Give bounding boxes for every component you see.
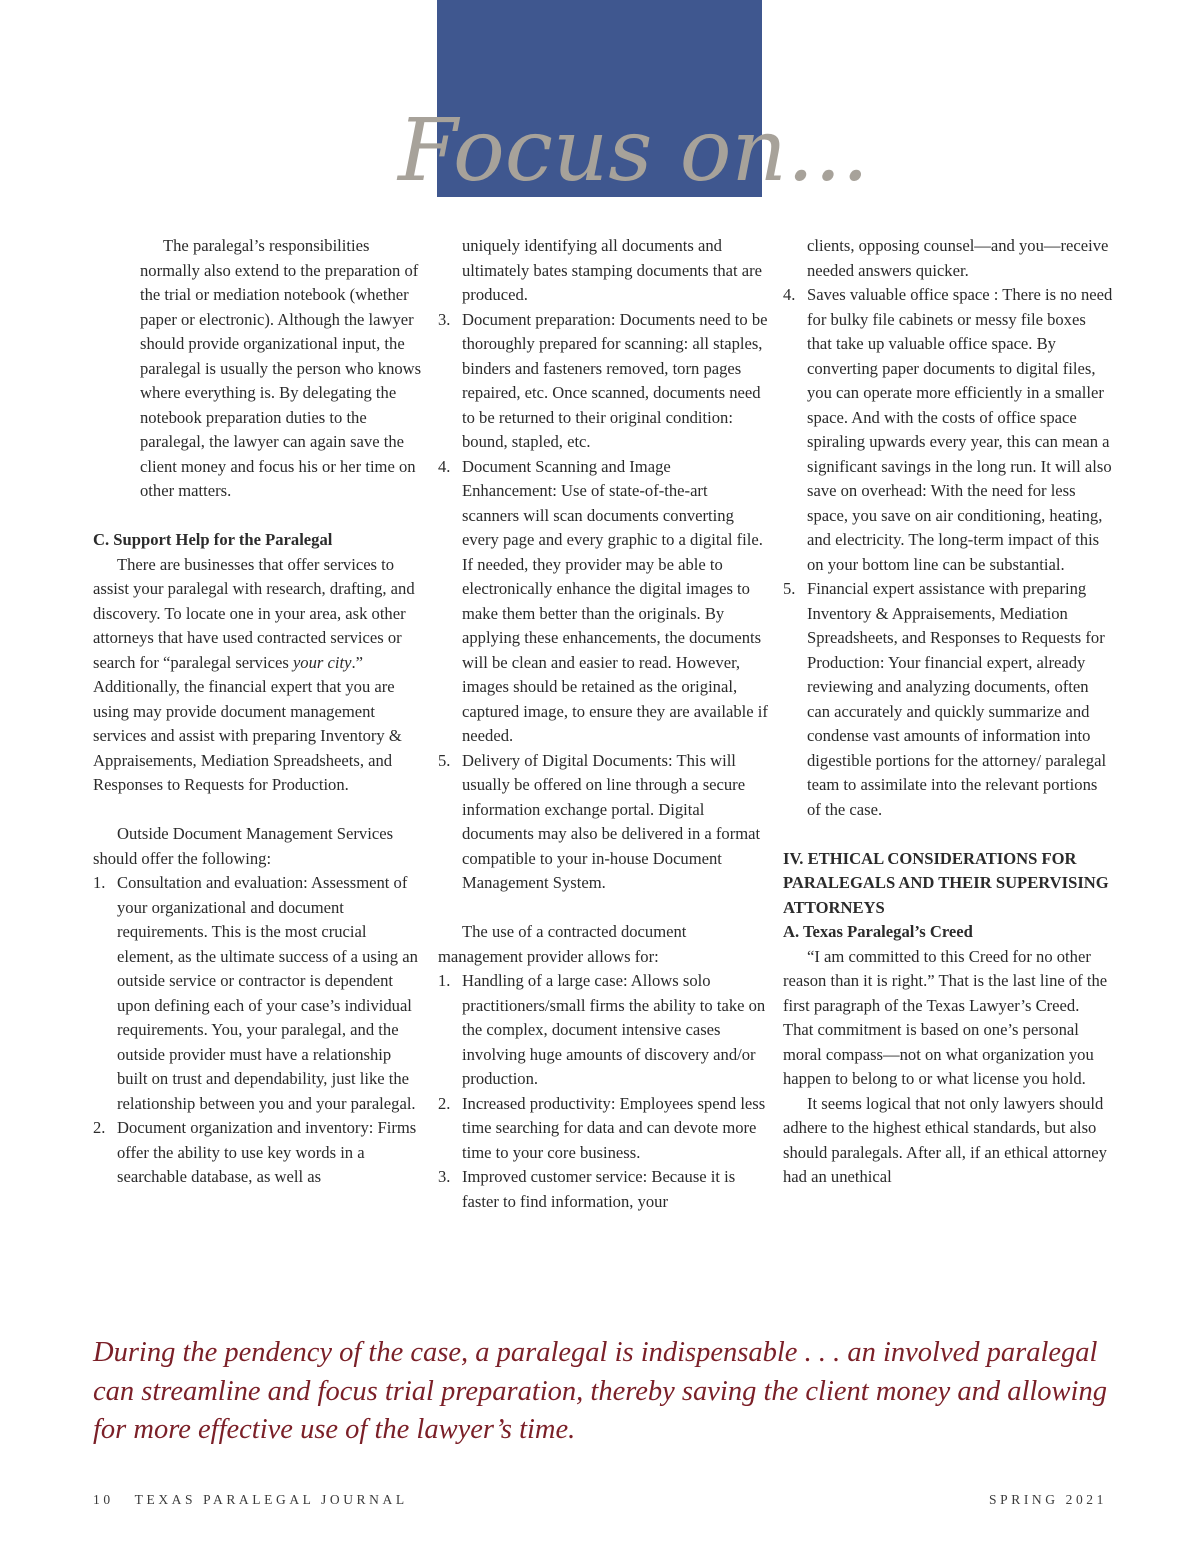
list-item-text: Financial expert assistance with preparing Inventory & Appraisements, Mediation Spreadsheets, and Responses to Requests for Production: Your financial expert, already reviewing and analyzing documents, often can accurately and quickly summarize and condense vast amounts of information into digestible portions for the attorney/ paralegal team to assimilate into the relevant portions of the case.: [807, 579, 1107, 819]
page-number: 10: [93, 1492, 114, 1507]
list-item-text: Document preparation: Documents need to be thoroughly prepared for scanning: all staples, binders and fasteners removed, torn pages repaired, etc. Once scanned, documents need to be returned to their original condition: bound, stapled, etc.: [462, 309, 768, 451]
benefits-list-continued: [783, 283, 1113, 822]
list-number: 4.: [438, 456, 451, 476]
article-column-3: [783, 234, 1113, 1190]
support-paragraph: [93, 553, 423, 798]
list-number: 3.: [438, 309, 451, 329]
ethics-paragraph: It seems logical that not only lawyers should adhere to the highest ethical standards, but also should paralegals. After all, if an ethical attorney had an unethical: [783, 1093, 1107, 1186]
services-list: [93, 871, 423, 1190]
focus-on-title: [388, 92, 869, 222]
benefits-list: [438, 969, 768, 1214]
continuation-paragraph: uniquely identifying all documents and ultimately bates stamping documents that are produced.: [462, 236, 762, 304]
list-item-text: Increased productivity: Employees spend less time searching for data and can devote more time to your core business.: [462, 1093, 766, 1162]
intro-paragraph: The paralegal’s responsibilities normally also extend to the preparation of the trial or mediation notebook (whether paper or electronic). Although the lawyer should provide organizational input, the paralegal is usually the person who knows where everything is. By delegating the notebook preparation duties to the paralegal, the lawyer can again save the client money and focus his or her time on other matters.: [140, 236, 422, 500]
list-item-text: Improved customer service: Because it is faster to find information, your: [462, 1167, 736, 1211]
list-item: [438, 308, 768, 455]
list-item: [438, 455, 768, 749]
footer-issue: SPRING 2021: [989, 1492, 1107, 1507]
pull-quote-text: During the pendency of the case, a paralegal is indispensable . . . an involved paralegal can streamline and focus trial preparation, thereby saving the client money and allowing for more effective use of the lawyer’s time.: [93, 1337, 1107, 1445]
list-item-text: Handling of a large case: Allows solo practitioners/small firms the ability to take on the complex, document intensive cases involving huge amounts of discovery and/or production.: [462, 971, 766, 1088]
list-number: 2.: [438, 1093, 451, 1113]
list-number: 5.: [438, 750, 451, 770]
list-item: [783, 577, 1113, 822]
list-number: 1.: [93, 873, 106, 892]
list-item-text: Document Scanning and Image Enhancement: Use of state-of-the-art scanners will scan documents converting every page and every graphic to a digital file. If needed, they provider may be able to electronically enhance the digital images to make them better than the originals. By applying these enhancements, the documents will be clean and easier to read. However, images should be retained as the original, captured image, to ensure they are available if needed.: [462, 456, 768, 745]
list-item: [783, 283, 1113, 577]
list-number: 3.: [438, 1167, 451, 1186]
list-number: 4.: [783, 285, 796, 304]
support-text-before: There are businesses that offer services to assist your paralegal with research, drafting, and discovery. To locate one in your area, ask other attorneys that have used contracted services or search for “paralegal services: [93, 554, 415, 672]
list-item: [93, 1116, 423, 1190]
list-item: [438, 749, 768, 896]
publication-name: TEXAS PARALEGAL JOURNAL: [134, 1492, 408, 1507]
list-item: [438, 1092, 768, 1166]
support-text-after: .” Additionally, the financial expert that you are using may provide document management services and assist with preparing Inventory & Appraisements, Mediation Spreadsheets, and Responses to Requests for Production.: [93, 652, 402, 794]
article-column-2: [438, 234, 768, 1214]
subheading-creed: A. Texas Paralegal’s Creed: [783, 922, 973, 941]
list-item: [438, 1165, 768, 1214]
outside-services-intro: Outside Document Management Services should offer the following:: [93, 824, 394, 868]
services-list-continued: [438, 308, 768, 896]
list-item-text: Saves valuable office space : There is no need for bulky file cabinets or messy file boxes that take up valuable office space. By converting paper documents to digital files, you can operate more efficiently in a smaller space. And with the costs of office space spiraling upwards every year, this can mean a significant savings in the long run. It will also save on overhead: With the need for less space, you save on air conditioning, heating, and electricity. The long-term impact of this on your bottom line can be substantial.: [807, 285, 1113, 574]
list-item-text: Document organization and inventory: Firms offer the ability to use key words in a searchable database, as well as: [117, 1118, 417, 1186]
list-item: [93, 871, 423, 1116]
provider-intro: The use of a contracted document management provider allows for:: [438, 922, 687, 966]
creed-paragraph: “I am committed to this Creed for no other reason than it is right.” That is the last line of the first paragraph of the Texas Lawyer’s Creed. That commitment is based on one’s personal moral compass—not on what organization you happen to belong to or what license you hold.: [783, 946, 1108, 1088]
list-item: [438, 969, 768, 1092]
section-heading-support: C. Support Help for the Paralegal: [93, 530, 333, 549]
pull-quote: [93, 1334, 1133, 1450]
list-item-text: Consultation and evaluation: Assessment of your organizational and document requirements. This is the most crucial element, as the ultimate success of a using an outside service or contractor is dependent upon defining each of your case’s individual requirements. You, your paralegal, and the outside provider must have a relationship built on trust and dependability, just like the relationship between you and your paralegal.: [117, 873, 418, 1113]
support-text-italic: your city: [292, 652, 352, 672]
list-number: 2.: [93, 1118, 106, 1137]
list-number: 1.: [438, 971, 451, 990]
section-heading-ethics: IV. ETHICAL CONSIDERATIONS FOR PARALEGALS AND THEIR SUPERVISING ATTORNEYS: [783, 848, 1109, 917]
continuation-paragraph: clients, opposing counsel—and you—receive needed answers quicker.: [807, 236, 1109, 280]
article-column-1: [93, 234, 423, 1190]
intro-block: [93, 234, 423, 504]
focus-on-title-text: Focus on...: [398, 101, 869, 201]
list-item-text: Delivery of Digital Documents: This will usually be offered on line through a secure information exchange portal. Digital documents may also be delivered in a format compatible to your in-house Document Management System.: [462, 750, 761, 892]
list-number: 5.: [783, 579, 796, 598]
footer-left: [93, 1492, 408, 1508]
